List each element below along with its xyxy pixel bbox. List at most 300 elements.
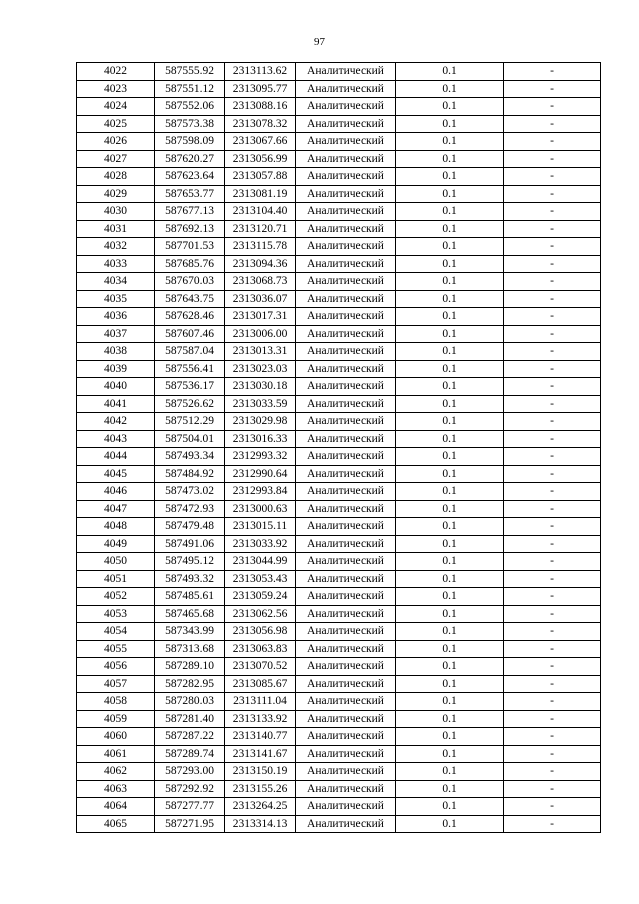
method-cell: Аналитический xyxy=(296,483,396,501)
y-coordinate-cell: 2313036.07 xyxy=(225,290,296,308)
note-cell: - xyxy=(504,623,601,641)
x-coordinate-cell: 587491.06 xyxy=(155,535,225,553)
x-coordinate-cell: 587293.00 xyxy=(155,763,225,781)
accuracy-cell: 0.1 xyxy=(396,115,504,133)
accuracy-cell: 0.1 xyxy=(396,588,504,606)
method-cell: Аналитический xyxy=(296,133,396,151)
table-row xyxy=(77,430,601,448)
note-cell: - xyxy=(504,133,601,151)
accuracy-cell: 0.1 xyxy=(396,98,504,116)
y-coordinate-cell: 2313094.36 xyxy=(225,255,296,273)
point-number-cell: 4058 xyxy=(77,693,155,711)
y-coordinate-cell: 2313000.63 xyxy=(225,500,296,518)
point-number-cell: 4034 xyxy=(77,273,155,291)
x-coordinate-cell: 587692.13 xyxy=(155,220,225,238)
method-cell: Аналитический xyxy=(296,80,396,98)
coordinates-table xyxy=(76,62,601,833)
method-cell: Аналитический xyxy=(296,535,396,553)
table-row xyxy=(77,220,601,238)
y-coordinate-cell: 2313044.99 xyxy=(225,553,296,571)
accuracy-cell: 0.1 xyxy=(396,658,504,676)
accuracy-cell: 0.1 xyxy=(396,343,504,361)
note-cell: - xyxy=(504,325,601,343)
point-number-cell: 4038 xyxy=(77,343,155,361)
point-number-cell: 4027 xyxy=(77,150,155,168)
table-row xyxy=(77,308,601,326)
x-coordinate-cell: 587701.53 xyxy=(155,238,225,256)
point-number-cell: 4046 xyxy=(77,483,155,501)
point-number-cell: 4050 xyxy=(77,553,155,571)
x-coordinate-cell: 587282.95 xyxy=(155,675,225,693)
point-number-cell: 4049 xyxy=(77,535,155,553)
table-row xyxy=(77,378,601,396)
accuracy-cell: 0.1 xyxy=(396,815,504,833)
note-cell: - xyxy=(504,780,601,798)
x-coordinate-cell: 587623.64 xyxy=(155,168,225,186)
point-number-cell: 4037 xyxy=(77,325,155,343)
accuracy-cell: 0.1 xyxy=(396,150,504,168)
note-cell: - xyxy=(504,273,601,291)
method-cell: Аналитический xyxy=(296,798,396,816)
method-cell: Аналитический xyxy=(296,640,396,658)
y-coordinate-cell: 2313017.31 xyxy=(225,308,296,326)
note-cell: - xyxy=(504,150,601,168)
x-coordinate-cell: 587620.27 xyxy=(155,150,225,168)
accuracy-cell: 0.1 xyxy=(396,745,504,763)
method-cell: Аналитический xyxy=(296,115,396,133)
accuracy-cell: 0.1 xyxy=(396,185,504,203)
point-number-cell: 4065 xyxy=(77,815,155,833)
method-cell: Аналитический xyxy=(296,623,396,641)
note-cell: - xyxy=(504,413,601,431)
point-number-cell: 4063 xyxy=(77,780,155,798)
y-coordinate-cell: 2313113.62 xyxy=(225,63,296,81)
x-coordinate-cell: 587643.75 xyxy=(155,290,225,308)
x-coordinate-cell: 587271.95 xyxy=(155,815,225,833)
accuracy-cell: 0.1 xyxy=(396,255,504,273)
point-number-cell: 4032 xyxy=(77,238,155,256)
accuracy-cell: 0.1 xyxy=(396,570,504,588)
y-coordinate-cell: 2313059.24 xyxy=(225,588,296,606)
table-row xyxy=(77,658,601,676)
accuracy-cell: 0.1 xyxy=(396,290,504,308)
note-cell: - xyxy=(504,360,601,378)
note-cell: - xyxy=(504,658,601,676)
y-coordinate-cell: 2313067.66 xyxy=(225,133,296,151)
x-coordinate-cell: 587472.93 xyxy=(155,500,225,518)
table-row xyxy=(77,815,601,833)
x-coordinate-cell: 587598.09 xyxy=(155,133,225,151)
x-coordinate-cell: 587551.12 xyxy=(155,80,225,98)
note-cell: - xyxy=(504,395,601,413)
accuracy-cell: 0.1 xyxy=(396,780,504,798)
y-coordinate-cell: 2313056.98 xyxy=(225,623,296,641)
y-coordinate-cell: 2313095.77 xyxy=(225,80,296,98)
x-coordinate-cell: 587289.74 xyxy=(155,745,225,763)
point-number-cell: 4029 xyxy=(77,185,155,203)
y-coordinate-cell: 2313150.19 xyxy=(225,763,296,781)
note-cell: - xyxy=(504,185,601,203)
y-coordinate-cell: 2313033.92 xyxy=(225,535,296,553)
accuracy-cell: 0.1 xyxy=(396,430,504,448)
note-cell: - xyxy=(504,203,601,221)
point-number-cell: 4045 xyxy=(77,465,155,483)
accuracy-cell: 0.1 xyxy=(396,465,504,483)
point-number-cell: 4047 xyxy=(77,500,155,518)
table-row xyxy=(77,325,601,343)
accuracy-cell: 0.1 xyxy=(396,500,504,518)
x-coordinate-cell: 587277.77 xyxy=(155,798,225,816)
note-cell: - xyxy=(504,588,601,606)
point-number-cell: 4062 xyxy=(77,763,155,781)
point-number-cell: 4041 xyxy=(77,395,155,413)
x-coordinate-cell: 587287.22 xyxy=(155,728,225,746)
table-row xyxy=(77,98,601,116)
x-coordinate-cell: 587685.76 xyxy=(155,255,225,273)
table-row xyxy=(77,185,601,203)
table-row xyxy=(77,115,601,133)
accuracy-cell: 0.1 xyxy=(396,535,504,553)
table-row xyxy=(77,273,601,291)
y-coordinate-cell: 2313015.11 xyxy=(225,518,296,536)
note-cell: - xyxy=(504,500,601,518)
note-cell: - xyxy=(504,763,601,781)
note-cell: - xyxy=(504,238,601,256)
accuracy-cell: 0.1 xyxy=(396,710,504,728)
x-coordinate-cell: 587677.13 xyxy=(155,203,225,221)
note-cell: - xyxy=(504,378,601,396)
table-row xyxy=(77,133,601,151)
note-cell: - xyxy=(504,448,601,466)
x-coordinate-cell: 587493.32 xyxy=(155,570,225,588)
x-coordinate-cell: 587313.68 xyxy=(155,640,225,658)
y-coordinate-cell: 2313111.04 xyxy=(225,693,296,711)
point-number-cell: 4039 xyxy=(77,360,155,378)
table-row xyxy=(77,675,601,693)
table-row xyxy=(77,448,601,466)
method-cell: Аналитический xyxy=(296,413,396,431)
note-cell: - xyxy=(504,308,601,326)
x-coordinate-cell: 587504.01 xyxy=(155,430,225,448)
method-cell: Аналитический xyxy=(296,518,396,536)
note-cell: - xyxy=(504,605,601,623)
point-number-cell: 4061 xyxy=(77,745,155,763)
note-cell: - xyxy=(504,535,601,553)
y-coordinate-cell: 2313085.67 xyxy=(225,675,296,693)
method-cell: Аналитический xyxy=(296,98,396,116)
note-cell: - xyxy=(504,483,601,501)
y-coordinate-cell: 2313029.98 xyxy=(225,413,296,431)
x-coordinate-cell: 587555.92 xyxy=(155,63,225,81)
point-number-cell: 4031 xyxy=(77,220,155,238)
point-number-cell: 4035 xyxy=(77,290,155,308)
x-coordinate-cell: 587653.77 xyxy=(155,185,225,203)
table-row xyxy=(77,710,601,728)
table-row xyxy=(77,343,601,361)
accuracy-cell: 0.1 xyxy=(396,168,504,186)
point-number-cell: 4054 xyxy=(77,623,155,641)
x-coordinate-cell: 587552.06 xyxy=(155,98,225,116)
table-row xyxy=(77,570,601,588)
table-row xyxy=(77,605,601,623)
method-cell: Аналитический xyxy=(296,448,396,466)
y-coordinate-cell: 2313314.13 xyxy=(225,815,296,833)
method-cell: Аналитический xyxy=(296,658,396,676)
accuracy-cell: 0.1 xyxy=(396,518,504,536)
point-number-cell: 4051 xyxy=(77,570,155,588)
note-cell: - xyxy=(504,343,601,361)
accuracy-cell: 0.1 xyxy=(396,728,504,746)
accuracy-cell: 0.1 xyxy=(396,360,504,378)
note-cell: - xyxy=(504,693,601,711)
method-cell: Аналитический xyxy=(296,553,396,571)
y-coordinate-cell: 2313120.71 xyxy=(225,220,296,238)
method-cell: Аналитический xyxy=(296,150,396,168)
method-cell: Аналитический xyxy=(296,570,396,588)
y-coordinate-cell: 2313081.19 xyxy=(225,185,296,203)
accuracy-cell: 0.1 xyxy=(396,640,504,658)
accuracy-cell: 0.1 xyxy=(396,133,504,151)
table-row xyxy=(77,290,601,308)
point-number-cell: 4025 xyxy=(77,115,155,133)
table-row xyxy=(77,203,601,221)
note-cell: - xyxy=(504,465,601,483)
table-row xyxy=(77,623,601,641)
note-cell: - xyxy=(504,168,601,186)
accuracy-cell: 0.1 xyxy=(396,273,504,291)
y-coordinate-cell: 2313078.32 xyxy=(225,115,296,133)
table-row xyxy=(77,168,601,186)
x-coordinate-cell: 587485.61 xyxy=(155,588,225,606)
point-number-cell: 4055 xyxy=(77,640,155,658)
x-coordinate-cell: 587465.68 xyxy=(155,605,225,623)
x-coordinate-cell: 587473.02 xyxy=(155,483,225,501)
y-coordinate-cell: 2313133.92 xyxy=(225,710,296,728)
accuracy-cell: 0.1 xyxy=(396,325,504,343)
method-cell: Аналитический xyxy=(296,168,396,186)
accuracy-cell: 0.1 xyxy=(396,80,504,98)
point-number-cell: 4033 xyxy=(77,255,155,273)
table-row xyxy=(77,465,601,483)
x-coordinate-cell: 587607.46 xyxy=(155,325,225,343)
x-coordinate-cell: 587343.99 xyxy=(155,623,225,641)
table-row xyxy=(77,238,601,256)
y-coordinate-cell: 2313141.67 xyxy=(225,745,296,763)
y-coordinate-cell: 2313068.73 xyxy=(225,273,296,291)
accuracy-cell: 0.1 xyxy=(396,308,504,326)
method-cell: Аналитический xyxy=(296,500,396,518)
method-cell: Аналитический xyxy=(296,273,396,291)
point-number-cell: 4042 xyxy=(77,413,155,431)
y-coordinate-cell: 2313062.56 xyxy=(225,605,296,623)
accuracy-cell: 0.1 xyxy=(396,623,504,641)
note-cell: - xyxy=(504,115,601,133)
method-cell: Аналитический xyxy=(296,605,396,623)
note-cell: - xyxy=(504,710,601,728)
y-coordinate-cell: 2313140.77 xyxy=(225,728,296,746)
x-coordinate-cell: 587587.04 xyxy=(155,343,225,361)
method-cell: Аналитический xyxy=(296,203,396,221)
note-cell: - xyxy=(504,518,601,536)
method-cell: Аналитический xyxy=(296,745,396,763)
point-number-cell: 4044 xyxy=(77,448,155,466)
accuracy-cell: 0.1 xyxy=(396,605,504,623)
x-coordinate-cell: 587556.41 xyxy=(155,360,225,378)
method-cell: Аналитический xyxy=(296,308,396,326)
method-cell: Аналитический xyxy=(296,815,396,833)
point-number-cell: 4036 xyxy=(77,308,155,326)
method-cell: Аналитический xyxy=(296,325,396,343)
y-coordinate-cell: 2313070.52 xyxy=(225,658,296,676)
y-coordinate-cell: 2313056.99 xyxy=(225,150,296,168)
point-number-cell: 4053 xyxy=(77,605,155,623)
accuracy-cell: 0.1 xyxy=(396,798,504,816)
point-number-cell: 4024 xyxy=(77,98,155,116)
accuracy-cell: 0.1 xyxy=(396,413,504,431)
table-row xyxy=(77,588,601,606)
point-number-cell: 4026 xyxy=(77,133,155,151)
point-number-cell: 4030 xyxy=(77,203,155,221)
y-coordinate-cell: 2313088.16 xyxy=(225,98,296,116)
y-coordinate-cell: 2313057.88 xyxy=(225,168,296,186)
table-row xyxy=(77,80,601,98)
table-row xyxy=(77,63,601,81)
accuracy-cell: 0.1 xyxy=(396,763,504,781)
accuracy-cell: 0.1 xyxy=(396,675,504,693)
table-body xyxy=(77,63,601,833)
accuracy-cell: 0.1 xyxy=(396,395,504,413)
method-cell: Аналитический xyxy=(296,395,396,413)
y-coordinate-cell: 2313033.59 xyxy=(225,395,296,413)
note-cell: - xyxy=(504,98,601,116)
note-cell: - xyxy=(504,570,601,588)
note-cell: - xyxy=(504,640,601,658)
y-coordinate-cell: 2313023.03 xyxy=(225,360,296,378)
table-row xyxy=(77,553,601,571)
note-cell: - xyxy=(504,80,601,98)
note-cell: - xyxy=(504,675,601,693)
point-number-cell: 4043 xyxy=(77,430,155,448)
table-row xyxy=(77,413,601,431)
method-cell: Аналитический xyxy=(296,780,396,798)
table-row xyxy=(77,395,601,413)
method-cell: Аналитический xyxy=(296,255,396,273)
y-coordinate-cell: 2312993.84 xyxy=(225,483,296,501)
note-cell: - xyxy=(504,745,601,763)
x-coordinate-cell: 587280.03 xyxy=(155,693,225,711)
table-row xyxy=(77,483,601,501)
x-coordinate-cell: 587526.62 xyxy=(155,395,225,413)
accuracy-cell: 0.1 xyxy=(396,448,504,466)
note-cell: - xyxy=(504,815,601,833)
y-coordinate-cell: 2313006.00 xyxy=(225,325,296,343)
table-row xyxy=(77,780,601,798)
note-cell: - xyxy=(504,255,601,273)
accuracy-cell: 0.1 xyxy=(396,693,504,711)
x-coordinate-cell: 587536.17 xyxy=(155,378,225,396)
y-coordinate-cell: 2313264.25 xyxy=(225,798,296,816)
table-row xyxy=(77,728,601,746)
method-cell: Аналитический xyxy=(296,693,396,711)
y-coordinate-cell: 2313053.43 xyxy=(225,570,296,588)
table-row xyxy=(77,640,601,658)
point-number-cell: 4059 xyxy=(77,710,155,728)
method-cell: Аналитический xyxy=(296,728,396,746)
point-number-cell: 4052 xyxy=(77,588,155,606)
method-cell: Аналитический xyxy=(296,290,396,308)
x-coordinate-cell: 587281.40 xyxy=(155,710,225,728)
note-cell: - xyxy=(504,553,601,571)
accuracy-cell: 0.1 xyxy=(396,483,504,501)
method-cell: Аналитический xyxy=(296,710,396,728)
method-cell: Аналитический xyxy=(296,378,396,396)
table-row xyxy=(77,518,601,536)
point-number-cell: 4048 xyxy=(77,518,155,536)
x-coordinate-cell: 587573.38 xyxy=(155,115,225,133)
method-cell: Аналитический xyxy=(296,63,396,81)
method-cell: Аналитический xyxy=(296,185,396,203)
point-number-cell: 4057 xyxy=(77,675,155,693)
table-row xyxy=(77,535,601,553)
accuracy-cell: 0.1 xyxy=(396,203,504,221)
x-coordinate-cell: 587292.92 xyxy=(155,780,225,798)
note-cell: - xyxy=(504,728,601,746)
method-cell: Аналитический xyxy=(296,465,396,483)
method-cell: Аналитический xyxy=(296,763,396,781)
table-row xyxy=(77,150,601,168)
x-coordinate-cell: 587670.03 xyxy=(155,273,225,291)
x-coordinate-cell: 587495.12 xyxy=(155,553,225,571)
note-cell: - xyxy=(504,290,601,308)
point-number-cell: 4056 xyxy=(77,658,155,676)
point-number-cell: 4064 xyxy=(77,798,155,816)
x-coordinate-cell: 587479.48 xyxy=(155,518,225,536)
note-cell: - xyxy=(504,430,601,448)
page-number: 97 xyxy=(314,36,325,48)
x-coordinate-cell: 587289.10 xyxy=(155,658,225,676)
x-coordinate-cell: 587628.46 xyxy=(155,308,225,326)
accuracy-cell: 0.1 xyxy=(396,63,504,81)
y-coordinate-cell: 2313013.31 xyxy=(225,343,296,361)
y-coordinate-cell: 2312993.32 xyxy=(225,448,296,466)
method-cell: Аналитический xyxy=(296,430,396,448)
x-coordinate-cell: 587512.29 xyxy=(155,413,225,431)
accuracy-cell: 0.1 xyxy=(396,238,504,256)
note-cell: - xyxy=(504,63,601,81)
point-number-cell: 4022 xyxy=(77,63,155,81)
x-coordinate-cell: 587484.92 xyxy=(155,465,225,483)
table-row xyxy=(77,798,601,816)
table-row xyxy=(77,255,601,273)
y-coordinate-cell: 2313030.18 xyxy=(225,378,296,396)
point-number-cell: 4060 xyxy=(77,728,155,746)
table-row xyxy=(77,693,601,711)
method-cell: Аналитический xyxy=(296,343,396,361)
accuracy-cell: 0.1 xyxy=(396,553,504,571)
point-number-cell: 4028 xyxy=(77,168,155,186)
y-coordinate-cell: 2313063.83 xyxy=(225,640,296,658)
table-row xyxy=(77,745,601,763)
y-coordinate-cell: 2313016.33 xyxy=(225,430,296,448)
point-number-cell: 4023 xyxy=(77,80,155,98)
note-cell: - xyxy=(504,798,601,816)
method-cell: Аналитический xyxy=(296,360,396,378)
y-coordinate-cell: 2313115.78 xyxy=(225,238,296,256)
method-cell: Аналитический xyxy=(296,675,396,693)
accuracy-cell: 0.1 xyxy=(396,220,504,238)
table-row xyxy=(77,360,601,378)
method-cell: Аналитический xyxy=(296,220,396,238)
